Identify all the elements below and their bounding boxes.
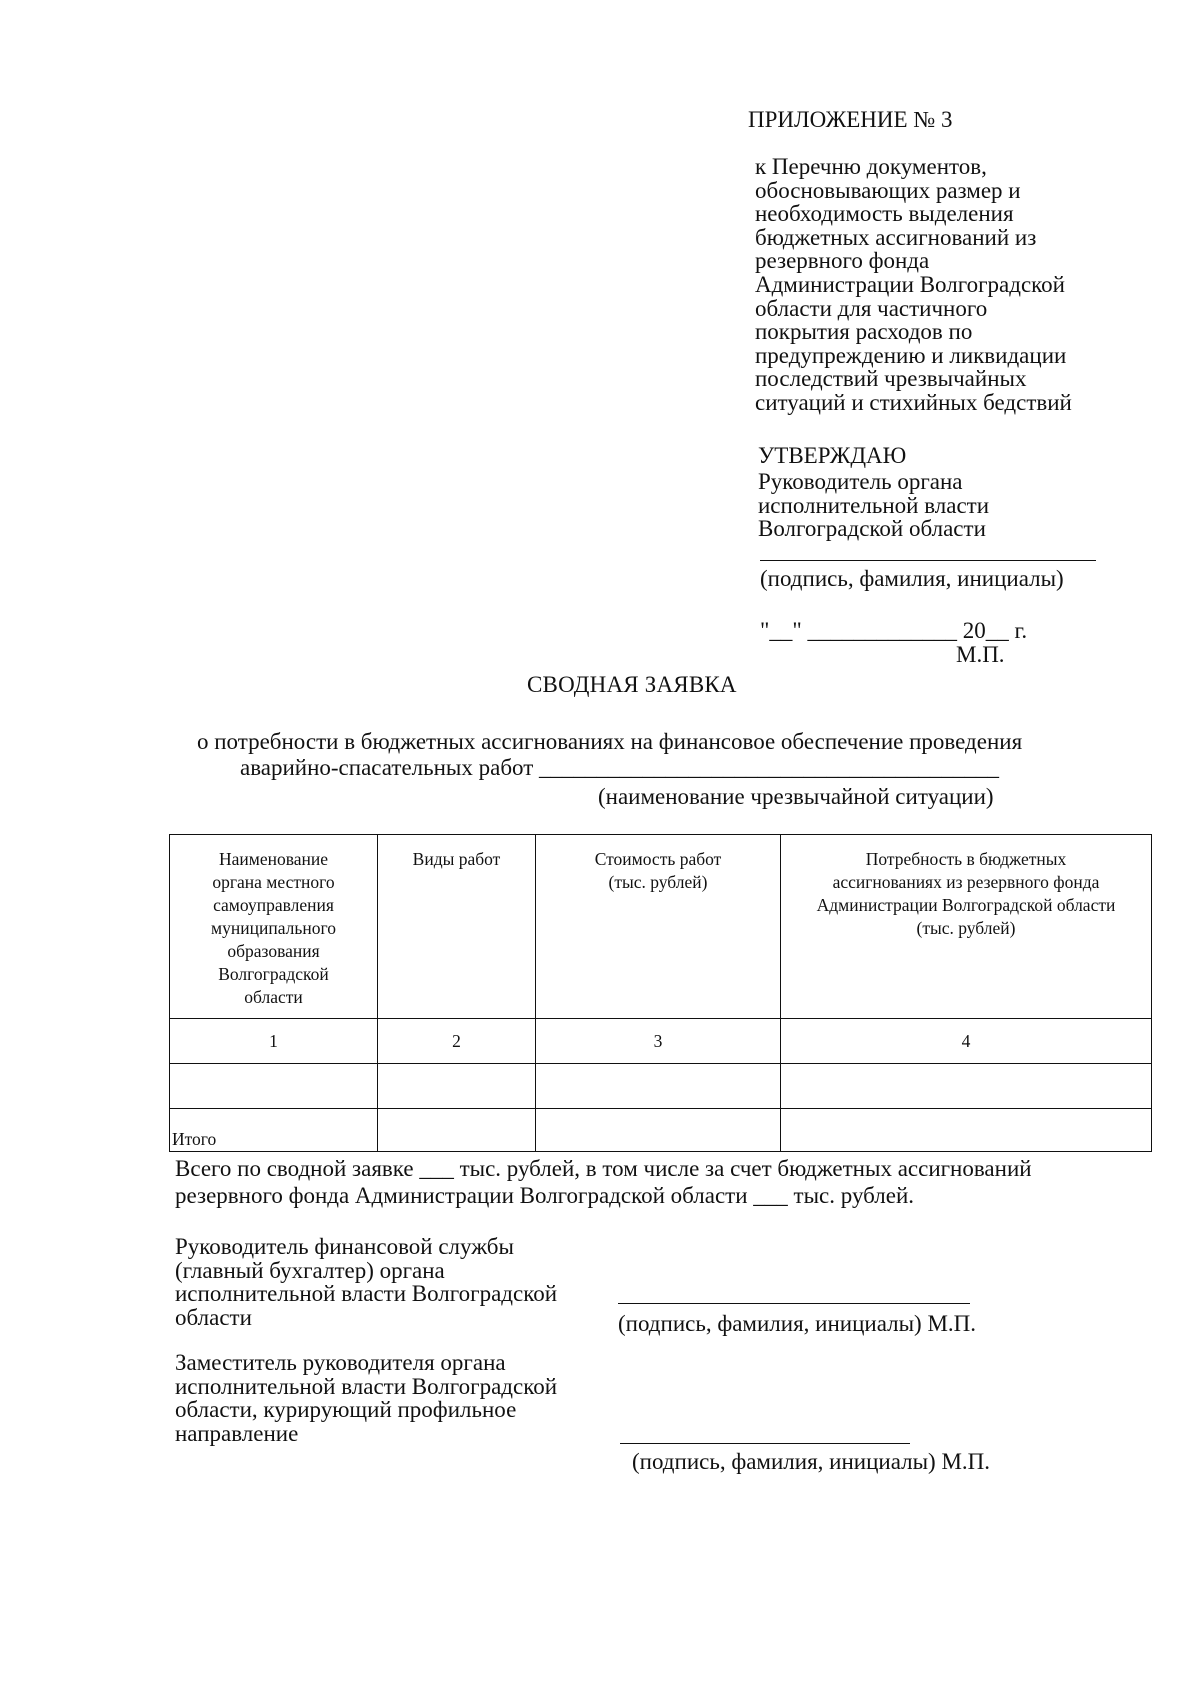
appendix-line: бюджетных ассигнований из <box>755 224 1037 250</box>
deputy-signature-line <box>620 1443 910 1444</box>
total-label: Итого <box>170 1109 378 1152</box>
finance-signature-line <box>618 1303 970 1304</box>
appendix-title: ПРИЛОЖЕНИЕ № 3 <box>748 107 953 132</box>
table-column-numbers-row <box>170 1019 1152 1064</box>
document-title: СВОДНАЯ ЗАЯВКА <box>527 672 737 697</box>
header-cell-work-cost: Стоимость работ (тыс. рублей) <box>536 835 781 1019</box>
header-cell-budget-need: Потребность в бюджетных ассигнованиях из резервного фонда Администрации Волгоградской области (тыс. рублей) <box>781 835 1152 1019</box>
purpose-line-1: о потребности в бюджетных ассигнованиях на финансовое обеспечение проведения <box>197 729 1023 754</box>
approve-signature-line <box>760 560 1096 561</box>
purpose-line-2: аварийно-спасательных работ ________________________________________ <box>240 755 1000 780</box>
table-cell[interactable] <box>781 1064 1152 1109</box>
totals-line-2: резервного фонда Администрации Волгоградской области ___ тыс. рублей. <box>175 1183 915 1208</box>
table-cell[interactable] <box>781 1109 1152 1152</box>
totals-line-1: Всего по сводной заявке ___ тыс. рублей, в том числе за счет бюджетных ассигнований <box>175 1156 1032 1181</box>
approve-line: исполнительной власти <box>758 492 990 518</box>
approve-line: Руководитель органа <box>758 469 963 494</box>
appendix-description <box>755 155 1072 415</box>
table-cell[interactable] <box>378 1064 536 1109</box>
appendix-line: обосновывающих размер и <box>755 177 1021 203</box>
approve-stamp: М.П. <box>956 642 1005 667</box>
approve-heading: УТВЕРЖДАЮ <box>758 443 907 468</box>
appendix-line: необходимость выделения <box>755 201 1014 227</box>
approve-signature-caption: (подпись, фамилия, инициалы) <box>760 566 1064 591</box>
header-cell-work-types: Виды работ <box>378 835 536 1019</box>
deputy-signature-caption: (подпись, фамилия, инициалы) М.П. <box>632 1449 991 1474</box>
appendix-line: последствий чрезвычайных <box>755 366 1027 392</box>
table-total-row <box>170 1109 1152 1152</box>
approve-line: Волгоградской области <box>758 516 986 542</box>
table-cell[interactable] <box>378 1109 536 1152</box>
approval-block <box>758 444 989 541</box>
column-number: 2 <box>378 1019 536 1064</box>
request-table <box>169 834 1152 1152</box>
finance-signature-caption: (подпись, фамилия, инициалы) М.П. <box>618 1311 977 1336</box>
approve-date-line: "__" _____________ 20__ г. <box>760 618 1028 643</box>
column-number: 3 <box>536 1019 781 1064</box>
appendix-line: Администрации Волгоградской <box>755 271 1065 297</box>
appendix-line: области для частичного <box>755 295 988 321</box>
column-number: 4 <box>781 1019 1152 1064</box>
column-number: 1 <box>170 1019 378 1064</box>
appendix-line: ситуаций и стихийных бедствий <box>755 389 1072 415</box>
deputy-signatory-label: Заместитель руководителя органа исполнительной власти Волгоградской области, курирующий профильное направление <box>175 1350 558 1446</box>
table-row <box>170 1064 1152 1109</box>
appendix-line: покрытия расходов по <box>755 319 973 345</box>
header-cell-organ: Наименование органа местного самоуправления муниципального образования Волгоградской области <box>170 835 378 1019</box>
emergency-caption: (наименование чрезвычайной ситуации) <box>598 784 994 809</box>
table-cell[interactable] <box>536 1109 781 1152</box>
appendix-line: резервного фонда <box>755 248 930 274</box>
appendix-line: предупреждению и ликвидации <box>755 342 1067 368</box>
appendix-line: к Перечню документов, <box>755 154 987 179</box>
table-cell[interactable] <box>170 1064 378 1109</box>
table-cell[interactable] <box>536 1064 781 1109</box>
table-header-row <box>170 835 1152 1019</box>
finance-signatory-label: Руководитель финансовой службы (главный бухгалтер) органа исполнительной власти Волгоградской области <box>175 1234 558 1330</box>
